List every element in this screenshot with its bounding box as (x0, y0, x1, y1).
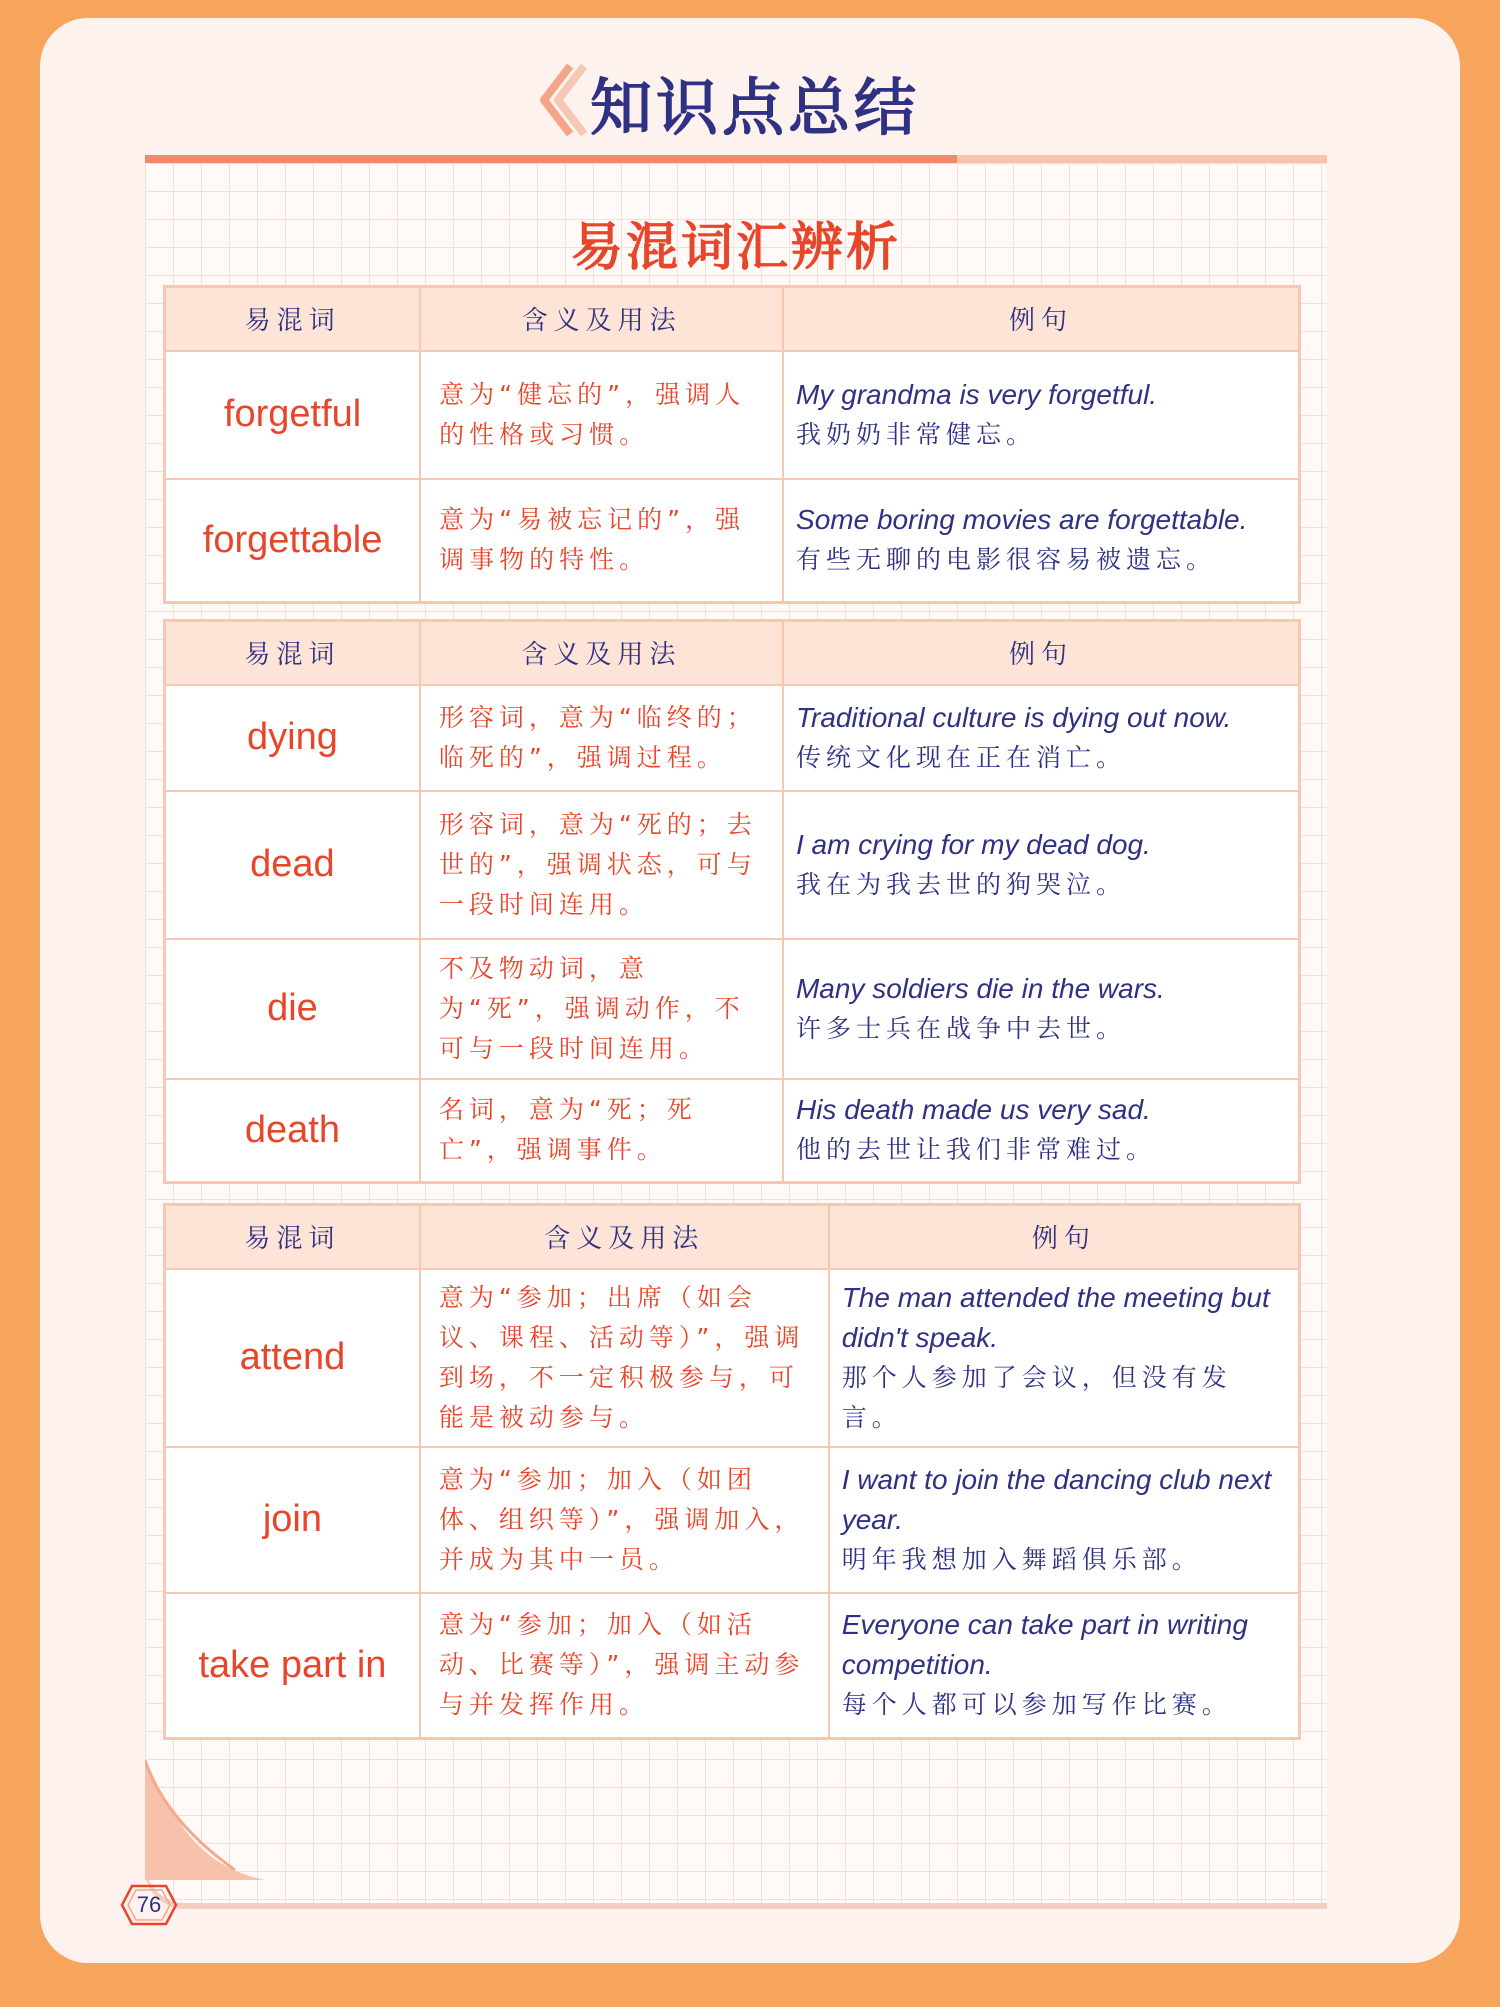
example-chinese: 有些无聊的电影很容易被遗忘。 (796, 545, 1217, 575)
example-chinese: 我在为我去世的狗哭泣。 (795, 869, 1126, 899)
vocab-example (783, 791, 1300, 939)
vocab-word: dead (165, 791, 420, 939)
page-number: 76 (136, 1892, 162, 1917)
example-english: Traditional culture is dying out now. (795, 701, 1232, 733)
table-row (165, 1269, 1300, 1447)
grid-paper (145, 163, 1327, 1903)
vocab-usage: 意为“参加；加入（如活动、比赛等）”，强调主动参与并发挥作用。 (420, 1593, 829, 1739)
page-title: 知识点总结 (590, 71, 921, 144)
vocab-table-3 (163, 1203, 1301, 1740)
example-chinese: 许多士兵在战争中去世。 (795, 1013, 1126, 1043)
vocab-example (783, 351, 1299, 479)
example-english: His death made us very sad. (795, 1094, 1151, 1126)
header-example: 例句 (829, 1205, 1300, 1269)
vocab-word: forgetful (165, 351, 421, 479)
table-row (165, 479, 1300, 603)
vocab-word: dying (165, 685, 420, 791)
vocab-example (783, 939, 1300, 1079)
example-english: Some boring movies are forgettable. (796, 504, 1248, 536)
vocab-example (783, 479, 1299, 603)
vocab-usage: 意为“参加；加入（如团体、组织等）”，强调加入，并成为其中一员。 (420, 1447, 829, 1593)
example-english: The man attended the meeting but didn't speak. (841, 1281, 1270, 1353)
page-number-badge (118, 1880, 180, 1930)
table-row (165, 1079, 1300, 1183)
vocab-usage: 意为“易被忘记的”，强调事物的特性。 (420, 479, 783, 603)
table-header-row (165, 1205, 1300, 1269)
vocab-word: die (165, 939, 420, 1079)
header-usage: 含义及用法 (420, 621, 783, 685)
vocab-word: forgettable (165, 479, 421, 603)
vocab-usage: 形容词，意为“临终的；临死的”，强调过程。 (420, 685, 783, 791)
vocab-usage: 名词，意为“死；死亡”，强调事件。 (420, 1079, 783, 1183)
header-word: 易混词 (165, 621, 420, 685)
vocab-table-1 (163, 285, 1301, 604)
table-header-row (165, 287, 1300, 351)
example-chinese: 明年我想加入舞蹈俱乐部。 (841, 1544, 1202, 1574)
header-usage: 含义及用法 (420, 1205, 829, 1269)
table-row (165, 791, 1300, 939)
table-row (165, 1447, 1300, 1593)
header-example: 例句 (783, 287, 1299, 351)
vocab-word: death (165, 1079, 420, 1183)
vocab-usage: 不及物动词，意为“死”，强调动作，不可与一段时间连用。 (420, 939, 783, 1079)
table-row (165, 939, 1300, 1079)
vocab-word: attend (165, 1269, 420, 1447)
table-row (165, 1593, 1300, 1739)
example-english: I am crying for my dead dog. (795, 828, 1151, 860)
example-chinese: 每个人都可以参加写作比赛。 (841, 1690, 1232, 1720)
page-curl-decoration (145, 1760, 275, 1880)
vocab-usage: 意为“健忘的”，强调人的性格或习惯。 (420, 351, 783, 479)
page-header (530, 52, 990, 142)
chevron-left-icon (530, 60, 590, 140)
example-english: Many soldiers die in the wars. (795, 972, 1165, 1004)
example-chinese: 我奶奶非常健忘。 (796, 419, 1037, 449)
example-chinese: 传统文化现在正在消亡。 (795, 742, 1126, 772)
header-divider (145, 155, 1327, 163)
header-word: 易混词 (165, 1205, 420, 1269)
vocab-example (829, 1269, 1300, 1447)
table-row (165, 351, 1300, 479)
example-chinese: 他的去世让我们非常难过。 (795, 1135, 1156, 1165)
vocab-word: take part in (165, 1593, 420, 1739)
header-usage: 含义及用法 (420, 287, 783, 351)
vocab-example (829, 1447, 1300, 1593)
example-chinese: 那个人参加了会议，但没有发言。 (841, 1362, 1232, 1432)
section-subtitle: 易混词汇辨析 (570, 217, 901, 278)
table-header-row (165, 621, 1300, 685)
example-english: I want to join the dancing club next year. (841, 1463, 1272, 1535)
table-row (165, 685, 1300, 791)
vocab-example (783, 685, 1300, 791)
vocab-word: join (165, 1447, 420, 1593)
vocab-example (829, 1593, 1300, 1739)
vocab-usage: 意为“参加；出席（如会议、课程、活动等）”，强调到场，不一定积极参与，可能是被动参与。 (420, 1269, 829, 1447)
vocab-table-2 (163, 619, 1301, 1184)
header-word: 易混词 (165, 287, 421, 351)
vocab-usage: 形容词，意为“死的；去世的”，强调状态，可与一段时间连用。 (420, 791, 783, 939)
example-english: Everyone can take part in writing competition. (841, 1609, 1248, 1681)
vocab-example (783, 1079, 1300, 1183)
example-english: My grandma is very forgetful. (796, 378, 1158, 410)
header-example: 例句 (783, 621, 1300, 685)
